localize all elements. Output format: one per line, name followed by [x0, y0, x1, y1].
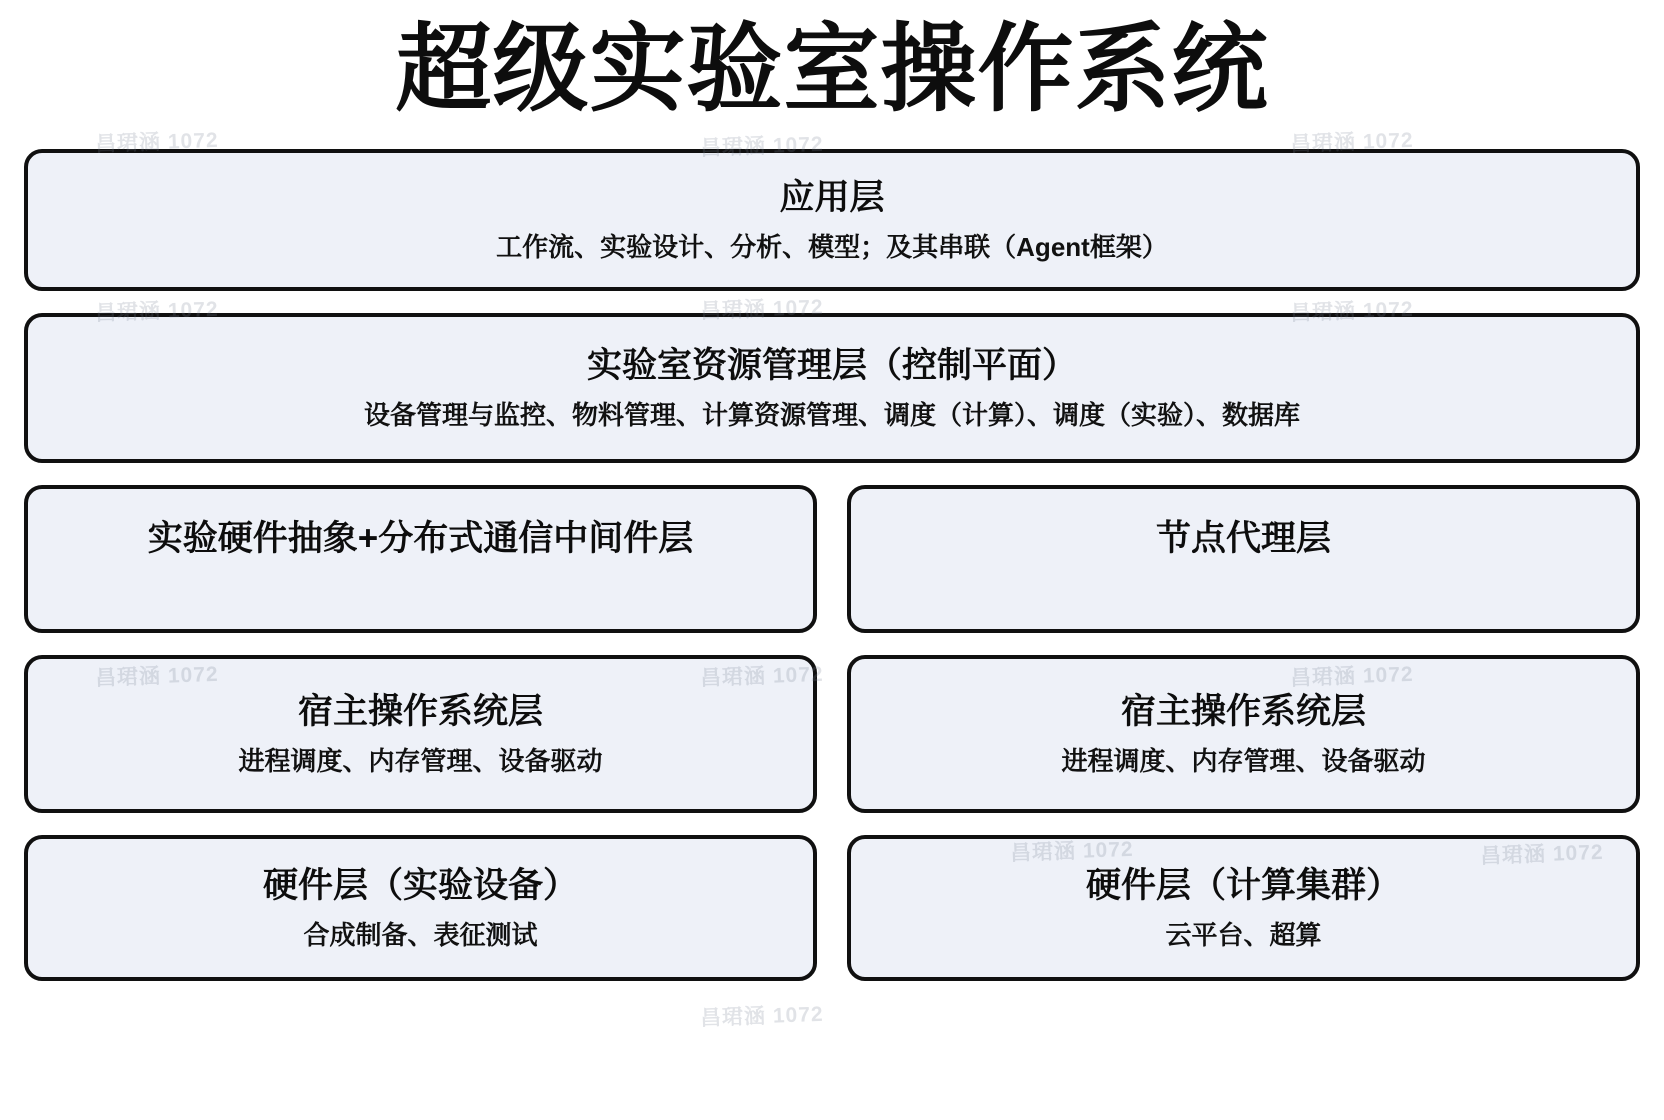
- layer-application-sub: 工作流、实验设计、分析、模型；及其串联（Agent框架）: [496, 232, 1168, 263]
- layer-host-os-right-sub: 进程调度、内存管理、设备驱动: [1061, 746, 1426, 777]
- watermark: 昌珺涵 1072: [1009, 837, 1134, 866]
- watermark: 昌珺涵 1072: [1479, 840, 1604, 869]
- layer-host-os-right: [847, 655, 1640, 813]
- watermark: 昌珺涵 1072: [699, 662, 824, 691]
- layer-node-agent-heading: 节点代理层: [1155, 518, 1331, 558]
- watermark: 昌珺涵 1072: [94, 662, 219, 691]
- layer-resource-management-heading: 实验室资源管理层（控制平面）: [586, 345, 1077, 385]
- watermark: 昌珺涵 1072: [1289, 297, 1414, 326]
- layer-host-os-left-heading: 宿主操作系统层: [297, 691, 543, 731]
- layer-hardware-lab-sub: 合成制备、表征测试: [303, 920, 538, 951]
- layer-host-os-left: [24, 655, 817, 813]
- layer-stack: [24, 149, 1640, 981]
- watermark: 昌珺涵 1072: [94, 128, 219, 157]
- watermark: 昌珺涵 1072: [94, 297, 219, 326]
- layer-hardware-abstraction: [24, 485, 817, 633]
- watermark: 昌珺涵 1072: [699, 132, 824, 161]
- layer-application-heading: 应用层: [779, 177, 885, 217]
- layer-row-hardware: [24, 835, 1640, 981]
- layer-application: [24, 149, 1640, 291]
- layer-hardware-abstraction-heading: 实验硬件抽象+分布式通信中间件层: [147, 518, 694, 558]
- layer-resource-management: [24, 313, 1640, 463]
- watermark: 昌珺涵 1072: [699, 1002, 824, 1031]
- layer-hardware-compute: [847, 835, 1640, 981]
- layer-row-middleware: [24, 485, 1640, 633]
- layer-hardware-lab-heading: 硬件层（实验设备）: [262, 865, 578, 905]
- page-title: 超级实验室操作系统: [395, 16, 1269, 123]
- layer-node-agent: [847, 485, 1640, 633]
- watermark: 昌珺涵 1072: [1289, 662, 1414, 691]
- layer-row-host-os: [24, 655, 1640, 813]
- watermark: 昌珺涵 1072: [699, 295, 824, 324]
- layer-host-os-left-sub: 进程调度、内存管理、设备驱动: [238, 746, 603, 777]
- watermark: 昌珺涵 1072: [1289, 128, 1414, 157]
- layer-hardware-compute-heading: 硬件层（计算集群）: [1085, 865, 1401, 905]
- layer-hardware-lab: [24, 835, 817, 981]
- layer-resource-management-sub: 设备管理与监控、物料管理、计算资源管理、调度（计算）、调度（实验）、数据库: [363, 400, 1300, 431]
- layer-host-os-right-heading: 宿主操作系统层: [1120, 691, 1366, 731]
- layer-hardware-compute-sub: 云平台、超算: [1165, 920, 1322, 951]
